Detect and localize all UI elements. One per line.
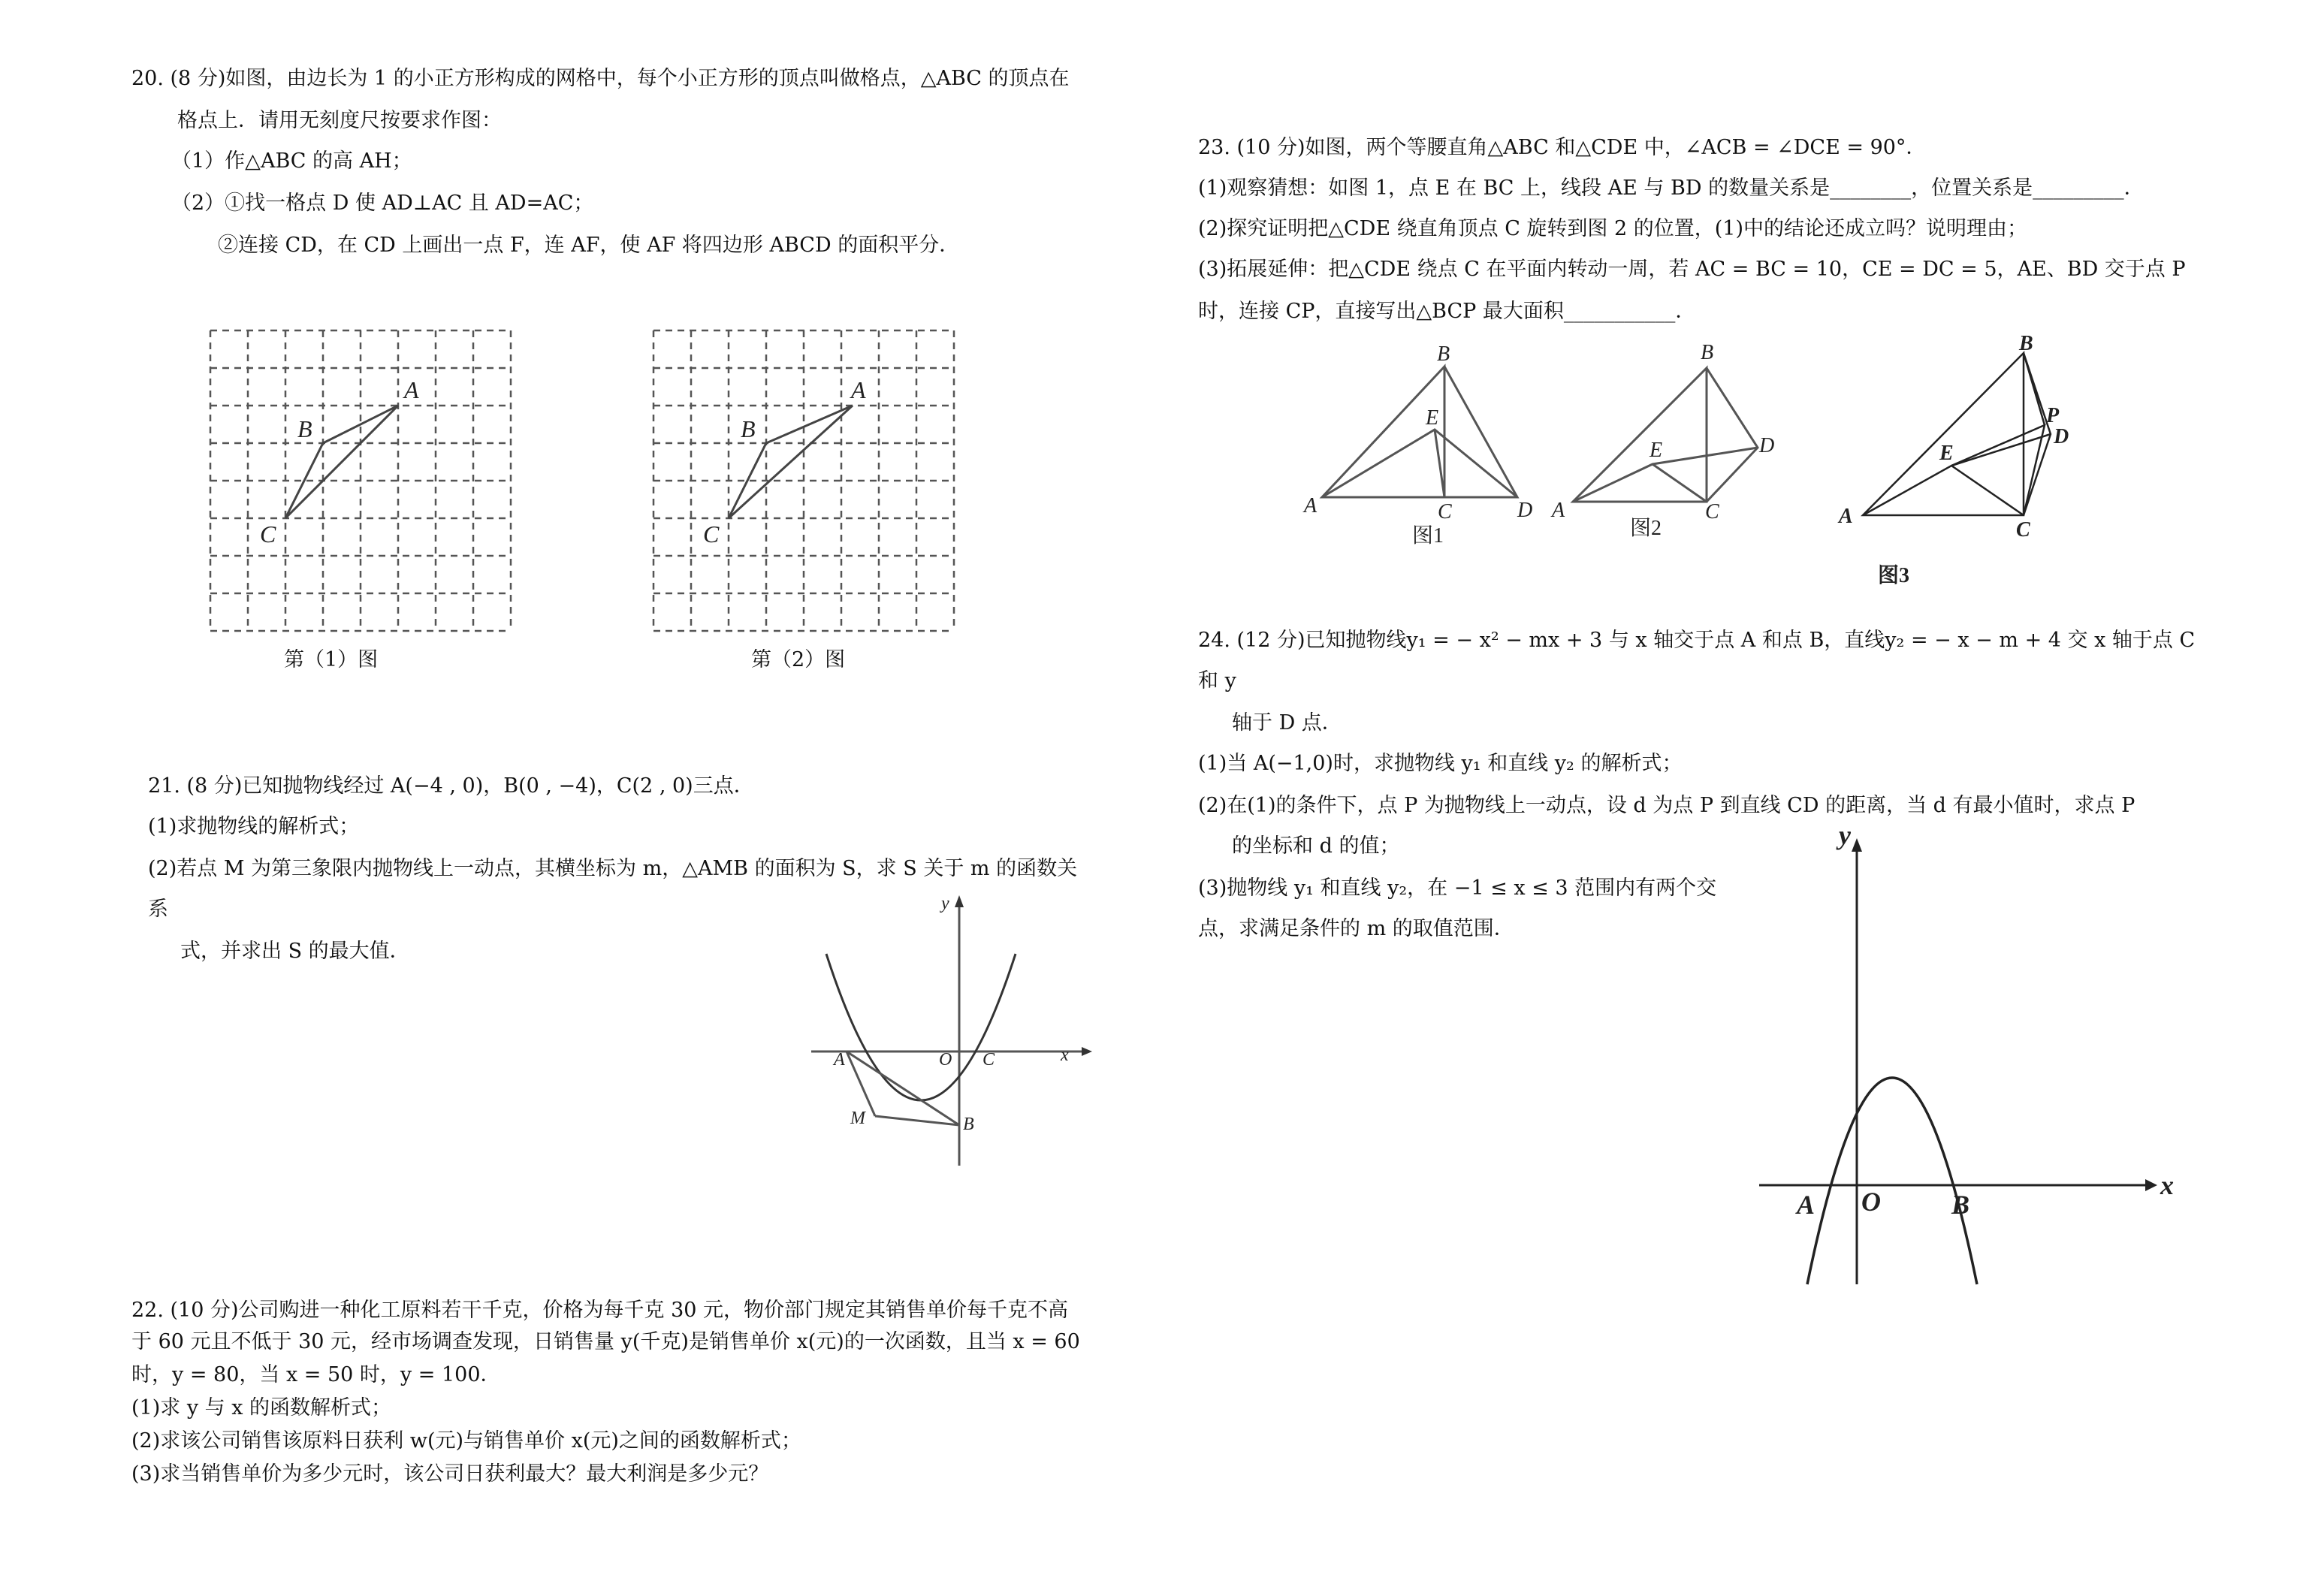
q24-line-3: 轴于 D 点． — [1232, 711, 1342, 735]
label-e: E — [1426, 406, 1439, 430]
q20-line-5: ②连接 CD，在 CD 上画出一点 F，连 AF，使 AF 将四边形 ABCD 的面积平分． — [218, 234, 960, 257]
q23-figure-3 — [1825, 330, 2081, 593]
q21-line-4: 系 — [148, 898, 168, 921]
q23-line-1: 23. (10 分)如图，两个等腰直角△ABC 和△CDE 中，∠ACB = ∠DCE = 90°． — [1198, 136, 1927, 159]
label-c: C — [1705, 500, 1719, 523]
q20-line-3: （1）作△ABC 的高 AH； — [171, 149, 412, 173]
q22-line-4: (1)求 y 与 x 的函数解析式； — [131, 1396, 392, 1420]
q20-line-4: （2）①找一格点 D 使 AD⊥AC 且 AD=AC； — [171, 192, 594, 215]
label-e: E — [1939, 442, 1954, 465]
label-a: A — [1839, 505, 1853, 528]
q24-line-7: (3)抛物线 y₁ 和直线 y₂，在 −1 ≤ x ≤ 3 范围内有两个交 — [1198, 876, 1717, 900]
q21-parabola-figure — [804, 886, 1104, 1172]
q20-caption-1: 第（1）图 — [284, 648, 379, 671]
label-a: A — [851, 376, 866, 403]
q24-parabola-figure — [1743, 819, 2178, 1299]
fig2-caption: 图2 — [1630, 517, 1662, 540]
q24-line-8: 点，求满足条件的 m 的取值范围． — [1198, 917, 1514, 940]
label-a: A — [1304, 494, 1317, 517]
label-d: D — [2054, 425, 2069, 448]
label-a: A — [1797, 1190, 1816, 1220]
label-c: C — [2016, 518, 2030, 542]
q24-line-4: (1)当 A(−1,0)时，求抛物线 y₁ 和直线 y₂ 的解析式； — [1198, 752, 1683, 775]
q24-line-6: 的坐标和 d 的值； — [1232, 834, 1400, 858]
label-o: O — [1861, 1187, 1881, 1217]
parabola-curve — [1807, 1078, 1977, 1284]
label-a: A — [834, 1050, 845, 1070]
q21-line-3: (2)若点 M 为第三象限内抛物线上一动点，其横坐标为 m，△AMB 的面积为 S，求 S 关于 m 的函数关 — [148, 857, 1078, 880]
q20-line-2: 格点上．请用无刻度尺按要求作图： — [177, 109, 502, 132]
x-axis-arrow — [2145, 1179, 2157, 1191]
q22-line-6: (3)求当销售单价为多少元时，该公司日获利最大？最大利润是多少元？ — [131, 1462, 769, 1486]
label-b: B — [1437, 342, 1450, 366]
label-x: x — [1061, 1045, 1069, 1065]
label-a: A — [404, 376, 419, 403]
label-c: C — [1438, 500, 1452, 523]
triangle-abc — [1322, 367, 1444, 497]
q21-line-2: (1)求抛物线的解析式； — [148, 815, 360, 838]
q23-line-3: (2)探究证明把△CDE 绕直角顶点 C 旋转到图 2 的位置，(1)中的结论还成立吗？说明理由； — [1198, 217, 2028, 240]
fig1-caption: 图1 — [1412, 524, 1444, 548]
label-c: C — [703, 520, 720, 548]
q22-line-1: 22. (10 分)公司购进一种化工原料若干千克，价格为每千克 30 元，物价部门规定其销售单价每千克不高 — [131, 1299, 1069, 1322]
q20-caption-2: 第（2）图 — [751, 648, 846, 671]
q23-figure-2 — [1547, 338, 1788, 548]
label-y: y — [1839, 820, 1851, 850]
fig3-caption: 图3 — [1878, 564, 1910, 587]
q21-line-5: 式，并求出 S 的最大值． — [180, 940, 410, 963]
q23-figure-1 — [1299, 338, 1547, 556]
label-x: x — [2160, 1170, 2174, 1200]
label-b: B — [963, 1115, 974, 1134]
label-p: P — [2046, 404, 2060, 427]
q22-line-2: 于 60 元且不低于 30 元，经市场调查发现，日销售量 y(千克)是销售单价 x(元)的一次函数，且当 x = 60 — [131, 1330, 1080, 1353]
q21-line-1: 21. (8 分)已知抛物线经过 A(−4 , 0)，B(0 , −4)，C(2 , 0)三点． — [148, 774, 754, 798]
q24-line-1: 24. (12 分)已知抛物线y₁ = − x² − mx + 3 与 x 轴交于点 A 和点 B，直线y₂ = − x − m + 4 交 x 轴于点 C — [1198, 629, 2196, 652]
parabola-curve — [826, 954, 1016, 1100]
label-b: B — [2019, 332, 2033, 355]
grid-lines — [210, 330, 511, 631]
label-b: B — [1701, 341, 1714, 364]
label-a: A — [1552, 499, 1565, 522]
q24-line-5: (2)在(1)的条件下，点 P 为抛物线上一动点，设 d 为点 P 到直线 CD 的距离，当 d 有最小值时，求点 P — [1198, 794, 2135, 817]
y-axis-arrow — [1852, 838, 1862, 852]
label-e: E — [1650, 439, 1663, 462]
label-b: B — [1951, 1190, 1970, 1220]
q20-line-1: 20. (8 分)如图，由边长为 1 的小正方形构成的网格中，每个小正方形的顶点叫做格点，△ABC 的顶点在 — [131, 67, 1070, 90]
label-d: D — [1759, 434, 1775, 457]
q20-grid-figure-1 — [210, 330, 511, 631]
label-c: C — [260, 520, 276, 548]
label-y: y — [941, 894, 949, 913]
label-d: D — [1517, 499, 1533, 522]
q24-line-2: 和 y — [1198, 669, 1236, 692]
q22-line-3: 时，y = 80，当 x = 50 时，y = 100． — [131, 1363, 501, 1386]
label-c: C — [982, 1050, 995, 1070]
grid-lines — [653, 330, 954, 631]
label-m: M — [850, 1109, 865, 1128]
q23-line-5: 时，连接 CP，直接写出△BCP 最大面积___________． — [1198, 300, 1696, 323]
label-o: O — [939, 1050, 952, 1070]
q20-grid-figure-2 — [653, 330, 954, 631]
y-axis-arrow — [955, 895, 964, 907]
label-b: B — [741, 415, 756, 442]
q23-line-4: (3)拓展延伸：把△CDE 绕点 C 在平面内转动一周，若 AC = BC = 10，CE = DC = 5，AE、BD 交于点 P — [1198, 258, 2186, 281]
q22-line-5: (2)求该公司销售该原料日获利 w(元)与销售单价 x(元)之间的函数解析式； — [131, 1429, 801, 1453]
label-b: B — [297, 415, 312, 442]
x-axis-arrow — [1082, 1047, 1092, 1056]
q23-line-2: (1)观察猜想：如图 1，点 E 在 BC 上，线段 AE 与 BD 的数量关系是________，位置关系是_________． — [1198, 176, 2145, 200]
